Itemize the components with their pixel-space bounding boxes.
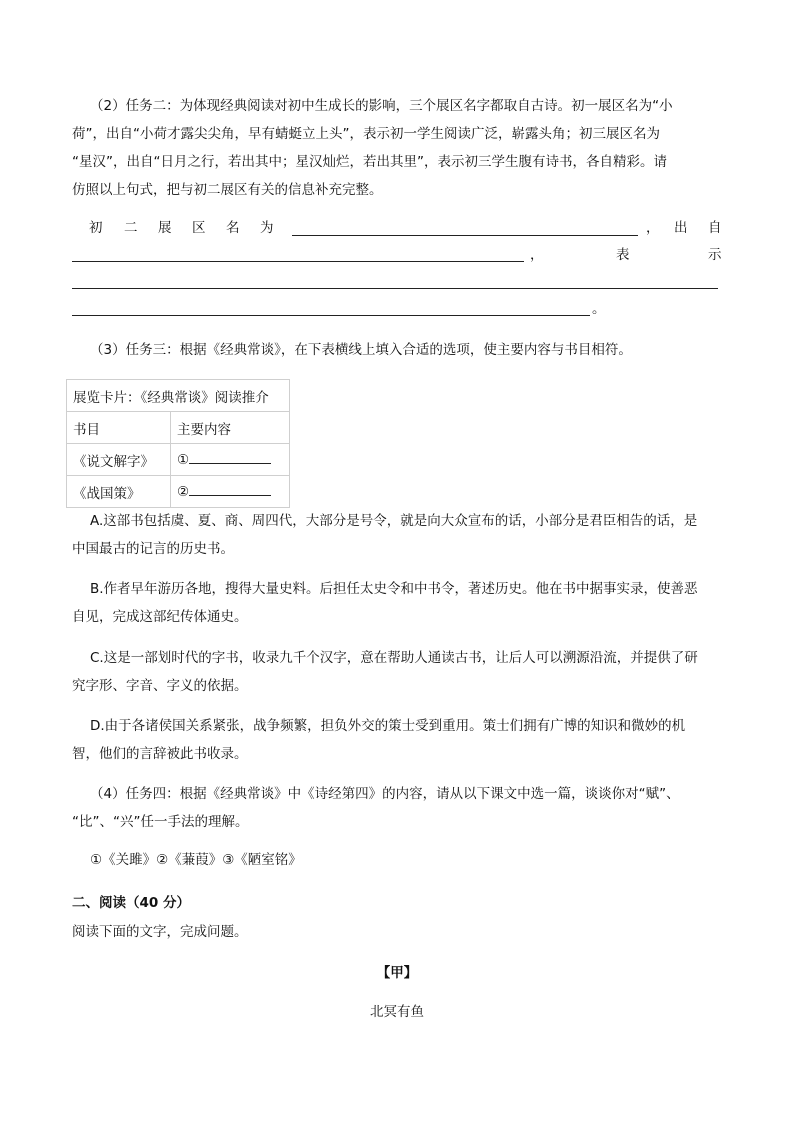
option-a-line-1: A.这部书包括虞、夏、商、周四代，大部分是号令，就是向大众宣布的话，小部分是君臣相告的话，是 <box>90 513 698 529</box>
answer-blank-3[interactable] <box>72 288 718 289</box>
section-instruction: 阅读下面的文字，完成问题。 <box>72 924 248 940</box>
exhibition-card-table <box>66 379 290 508</box>
col-header-book: 书目 <box>67 412 171 444</box>
fill-char-3: 展 <box>158 220 172 236</box>
book-name: 《说文解字》 <box>67 444 171 476</box>
fill-char-zi: 自 <box>708 220 722 236</box>
passage-label: 【甲】 <box>376 965 418 981</box>
option-b-line-2: 自见，完成这部纪传体通史。 <box>72 609 248 625</box>
fill-comma-2: ， <box>530 247 544 263</box>
section-heading: 二、阅读（40 分） <box>72 895 190 911</box>
task3-intro: （3）任务三：根据《经典常谈》，在下表横线上填入合适的选项，使主要内容与书目相符。 <box>90 342 632 358</box>
task4-options: ①《关雎》②《蒹葭》③《陋室铭》 <box>90 852 302 868</box>
fill-period: 。 <box>592 301 606 317</box>
answer-blank[interactable] <box>189 483 271 496</box>
answer-mark: ① <box>177 452 190 468</box>
fill-comma-1: ， <box>646 220 660 236</box>
col-header-content: 主要内容 <box>171 412 290 444</box>
task4-line-1: （4）任务四：根据《经典常谈》中《诗经第四》的内容，请从以下课文中选一篇，谈谈你对“赋”、 <box>90 786 680 802</box>
fill-char-6: 为 <box>260 220 274 236</box>
card-title: 展览卡片：《经典常谈》阅读推介 <box>67 380 290 412</box>
option-d-line-2: 智，他们的言辞被此书收录。 <box>72 746 248 762</box>
answer-cell[interactable] <box>171 476 290 508</box>
task2-line-1: （2）任务二：为体现经典阅读对初中生成长的影响，三个展区名字都取自古诗。初一展区名为“小 <box>90 98 673 114</box>
answer-blank-2[interactable] <box>72 261 524 262</box>
option-c-line-2: 究字形、字音、字义的依据。 <box>72 678 248 694</box>
answer-cell[interactable] <box>171 444 290 476</box>
fill-char-chu: 出 <box>674 220 688 236</box>
table-row <box>67 444 290 476</box>
book-name: 《战国策》 <box>67 476 171 508</box>
fill-char-biao: 表 <box>616 247 630 263</box>
passage-title: 北冥有鱼 <box>370 1004 424 1020</box>
option-a-line-2: 中国最古的记言的历史书。 <box>72 541 234 557</box>
table-row <box>67 476 290 508</box>
answer-mark: ② <box>177 484 190 500</box>
answer-blank-4[interactable] <box>72 315 590 316</box>
answer-blank-1[interactable] <box>292 235 638 236</box>
fill-char-2: 二 <box>124 220 138 236</box>
option-b-line-1: B.作者早年游历各地，搜得大量史料。后担任太史令和中书令，著述历史。他在书中据事实录，使善恶 <box>90 581 698 597</box>
task2-line-2: 荷”，出自“小荷才露尖尖角，早有蜻蜓立上头”，表示初一学生阅读广泛，崭露头角；初三展区名为 <box>72 126 660 142</box>
fill-char-5: 名 <box>226 220 240 236</box>
task4-line-2: “比”、“兴”任一手法的理解。 <box>72 814 249 830</box>
task2-line-3: “星汉”，出自“日月之行，若出其中；星汉灿烂，若出其里”，表示初三学生腹有诗书，各自精彩。请 <box>72 154 667 170</box>
task2-line-4: 仿照以上句式，把与初二展区有关的信息补充完整。 <box>72 182 383 198</box>
option-c-line-1: C.这是一部划时代的字书，收录九千个汉字，意在帮助人通读古书，让后人可以溯源沿流，并提供了研 <box>90 650 698 666</box>
answer-blank[interactable] <box>189 451 271 464</box>
fill-char-shi: 示 <box>708 247 722 263</box>
fill-char-4: 区 <box>192 220 206 236</box>
option-d-line-1: D.由于各诸侯国关系紧张，战争频繁，担负外交的策士受到重用。策士们拥有广博的知识和微妙的机 <box>90 718 686 734</box>
fill-char-1: 初 <box>89 220 103 236</box>
